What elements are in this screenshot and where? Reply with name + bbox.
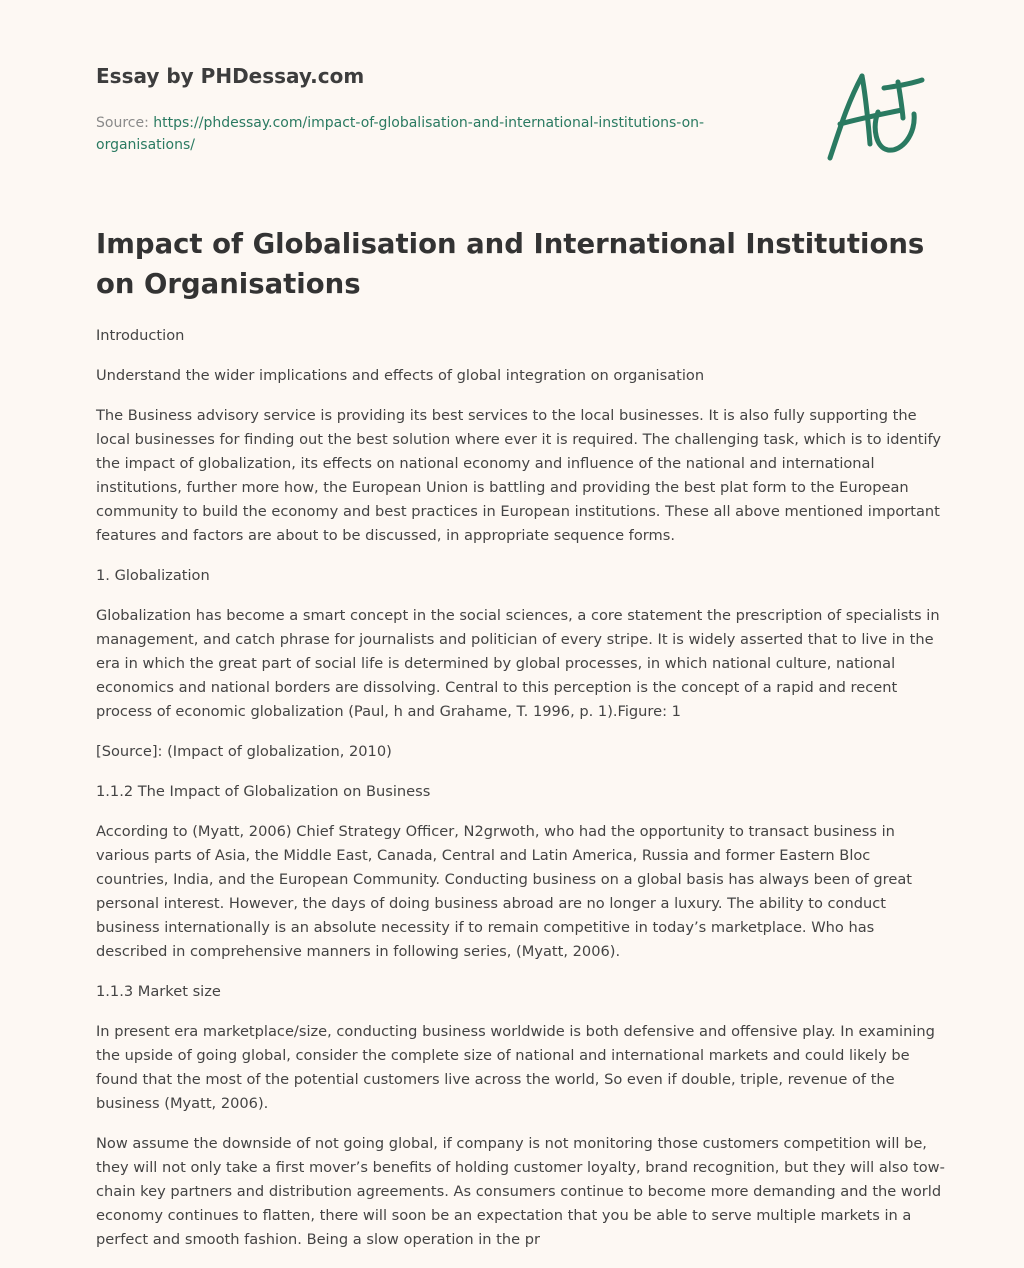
paragraph-globalization-text: Globalization has become a smart concept in the social sciences, a core statement the prescription of specialists in management, and catch phrase for journalists and politician of every stripe. It is widely asserted that to live in the era in which the great part of social life is determined by global processes, in which national culture, national economics and national borders are dissolving. Central to this perception is the concept of a rapid and recent process of economic globalization (Paul, h and Grahame, T. 1996, p. 1).Figure: 1: [96, 607, 940, 720]
paragraph-impact-text: According to (Myatt, 2006) Chief Strategy Officer, N2grwoth, who had the opportunity to transact business in various parts of Asia, the Middle East, Canada, Central and Latin America, Russia and former Eastern Bloc countries, India, and the European Community. Conducting business on a global basis has always been of great personal interest. However, the days of doing business abroad are no longer a luxury. The ability to conduct business internationally is an absolute necessity if to remain competitive in today’s marketplace. Who has described in comprehensive manners in following series, (Myatt, 2006).: [96, 823, 912, 960]
paragraph-subtitle: Understand the wider implications and effects of global integration on organisation: [96, 367, 705, 384]
source-line: [96, 112, 776, 156]
paragraph-market-size-heading: 1.1.3 Market size: [96, 983, 221, 1000]
paragraph-downside-text: Now assume the downside of not going global, if company is not monitoring those customers competition will be, they will not only take a first mover’s benefits of holding customer loyalty, brand recognition, but they will also tow-chain key partners and distribution agreements. As consumers continue to become more demanding and the world economy continues to flatten, there will soon be an expectation that you be able to serve multiple markets in a perfect and smooth fashion. Being a slow operation in the pr: [96, 1135, 945, 1248]
paragraph-globalization-heading: 1. Globalization: [96, 567, 210, 584]
source-label: Source:: [96, 115, 149, 131]
site-brand: Essay by PHDessay.com: [96, 64, 365, 88]
paragraph-impact-heading: 1.1.2 The Impact of Globalization on Business: [96, 783, 431, 800]
a-plus-grade-icon: [822, 68, 926, 164]
essay-body: [96, 324, 946, 1268]
paragraph-figure-source: [Source]: (Impact of globalization, 2010): [96, 743, 392, 760]
source-link[interactable]: https://phdessay.com/impact-of-globalisation-and-international-institutions-on-organisations/: [96, 115, 705, 153]
paragraph-introduction-heading: Introduction: [96, 327, 185, 344]
paragraph-intro-text: The Business advisory service is providing its best services to the local businesses. It is also fully supporting the local businesses for finding out the best solution where ever it is required. The challenging task, which is to identify the impact of globalization, its effects on national economy and influence of the national and international institutions, further more how, the European Union is battling and providing the best plat form to the European community to build the economy and best practices in European institutions. These all above mentioned important features and factors are about to be discussed, in appropriate sequence forms.: [96, 407, 942, 544]
paragraph-market-size-text: In present era marketplace/size, conducting business worldwide is both defensive and offensive play. In examining the upside of going global, consider the complete size of national and international markets and could likely be found that the most of the potential customers live across the world, So even if double, triple, revenue of the business (Myatt, 2006).: [96, 1023, 935, 1112]
essay-title: Impact of Globalisation and International Institutions on Organisations: [96, 228, 925, 300]
